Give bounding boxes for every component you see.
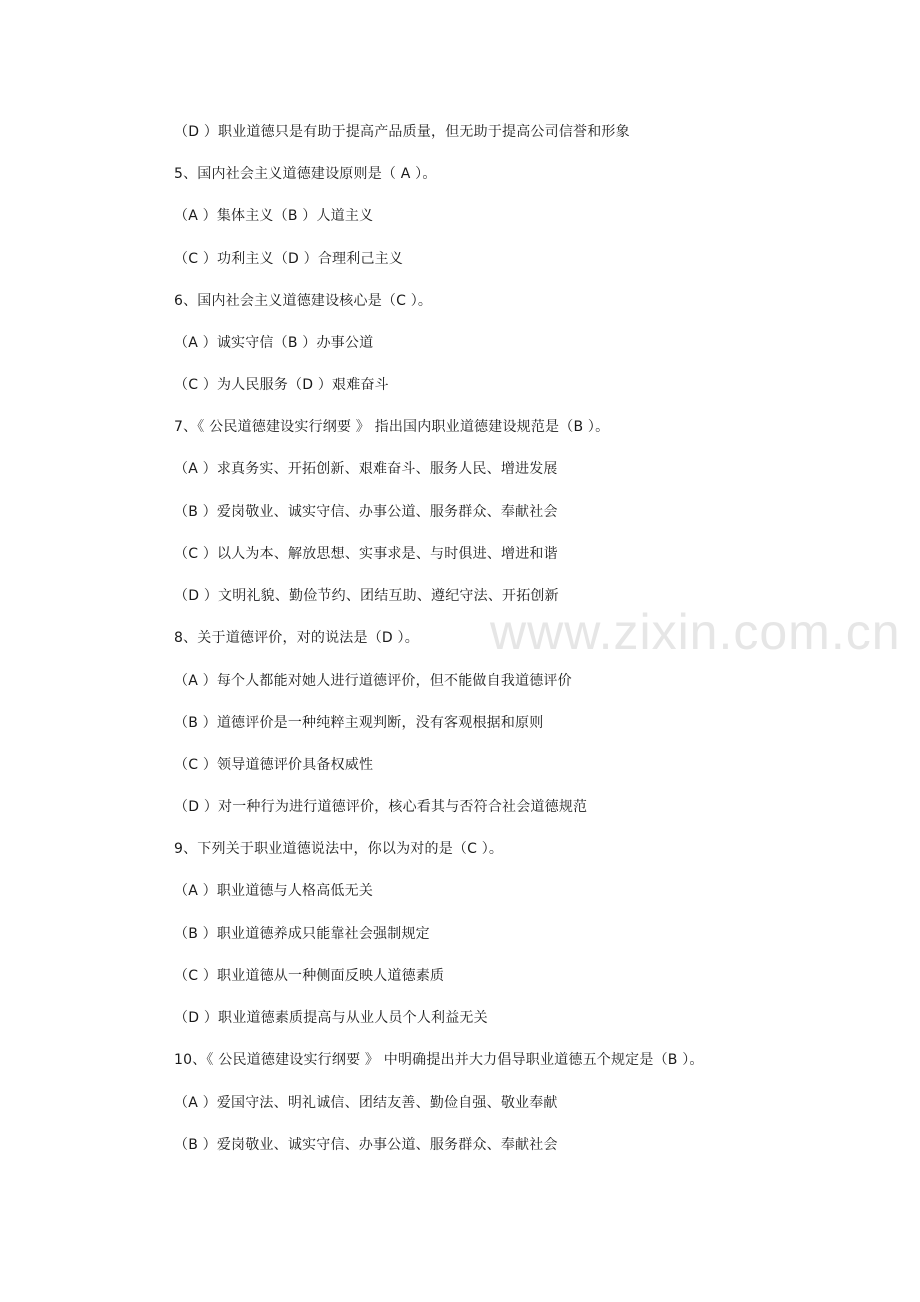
option-line: （B ）爱岗敬业、诚实守信、办事公道、服务群众、奉献社会 <box>174 504 558 520</box>
option-line: （C ）以人为本、解放思想、实事求是、与时俱进、增进和谐 <box>174 546 558 562</box>
option-line: （C ）领导道德评价具备权威性 <box>174 757 374 773</box>
question-line: 7、《 公民道德建设实行纲要 》 指出国内职业道德建设规范是（B ）。 <box>174 419 610 435</box>
option-line: （A ）职业道德与人格高低无关 <box>174 883 374 899</box>
option-line: （A ）诚实守信（B ）办事公道 <box>174 335 374 351</box>
option-line: （C ）职业道德从一种侧面反映人道德素质 <box>174 968 445 984</box>
question-line: 10、《 公民道德建设实行纲要 》 中明确提出并大力倡导职业道德五个规定是（B ）。 <box>174 1052 704 1068</box>
text-line: （D ）职业道德只是有助于提高产品质量，但无助于提高公司信誉和形象 <box>174 124 630 140</box>
question-line: 5、国内社会主义道德建设原则是（ A ）。 <box>174 166 437 182</box>
option-line: （D ）对一种行为进行道德评价，核心看其与否符合社会道德规范 <box>174 799 588 815</box>
option-line: （B ）道德评价是一种纯粹主观判断，没有客观根据和原则 <box>174 715 544 731</box>
option-line: （B ）爱岗敬业、诚实守信、办事公道、服务群众、奉献社会 <box>174 1137 558 1153</box>
option-line: （D ）职业道德素质提高与从业人员个人利益无关 <box>174 1010 488 1026</box>
option-line: （A ）集体主义（B ）人道主义 <box>174 208 374 224</box>
option-line: （D ）文明礼貌、勤俭节约、团结互助、遵纪守法、开拓创新 <box>174 588 559 604</box>
option-line: （C ）为人民服务（D ）艰难奋斗 <box>174 377 389 393</box>
option-line: （A ）每个人都能对她人进行道德评价，但不能做自我道德评价 <box>174 673 572 689</box>
question-line: 6、国内社会主义道德建设核心是（C ）。 <box>174 293 433 309</box>
option-line: （B ）职业道德养成只能靠社会强制规定 <box>174 926 430 942</box>
option-line: （C ）功利主义（D ）合理利己主义 <box>174 251 404 267</box>
option-line: （A ）求真务实、开拓创新、艰难奋斗、服务人民、增进发展 <box>174 461 558 477</box>
watermark: www.zixin.com.cn <box>490 604 901 660</box>
option-line: （A ）爱国守法、明礼诚信、团结友善、勤俭自强、敬业奉献 <box>174 1095 558 1111</box>
question-line: 9、下列关于职业道德说法中，你以为对的是（C ）。 <box>174 841 504 857</box>
question-line: 8、关于道德评价，对的说法是（D ）。 <box>174 630 419 646</box>
